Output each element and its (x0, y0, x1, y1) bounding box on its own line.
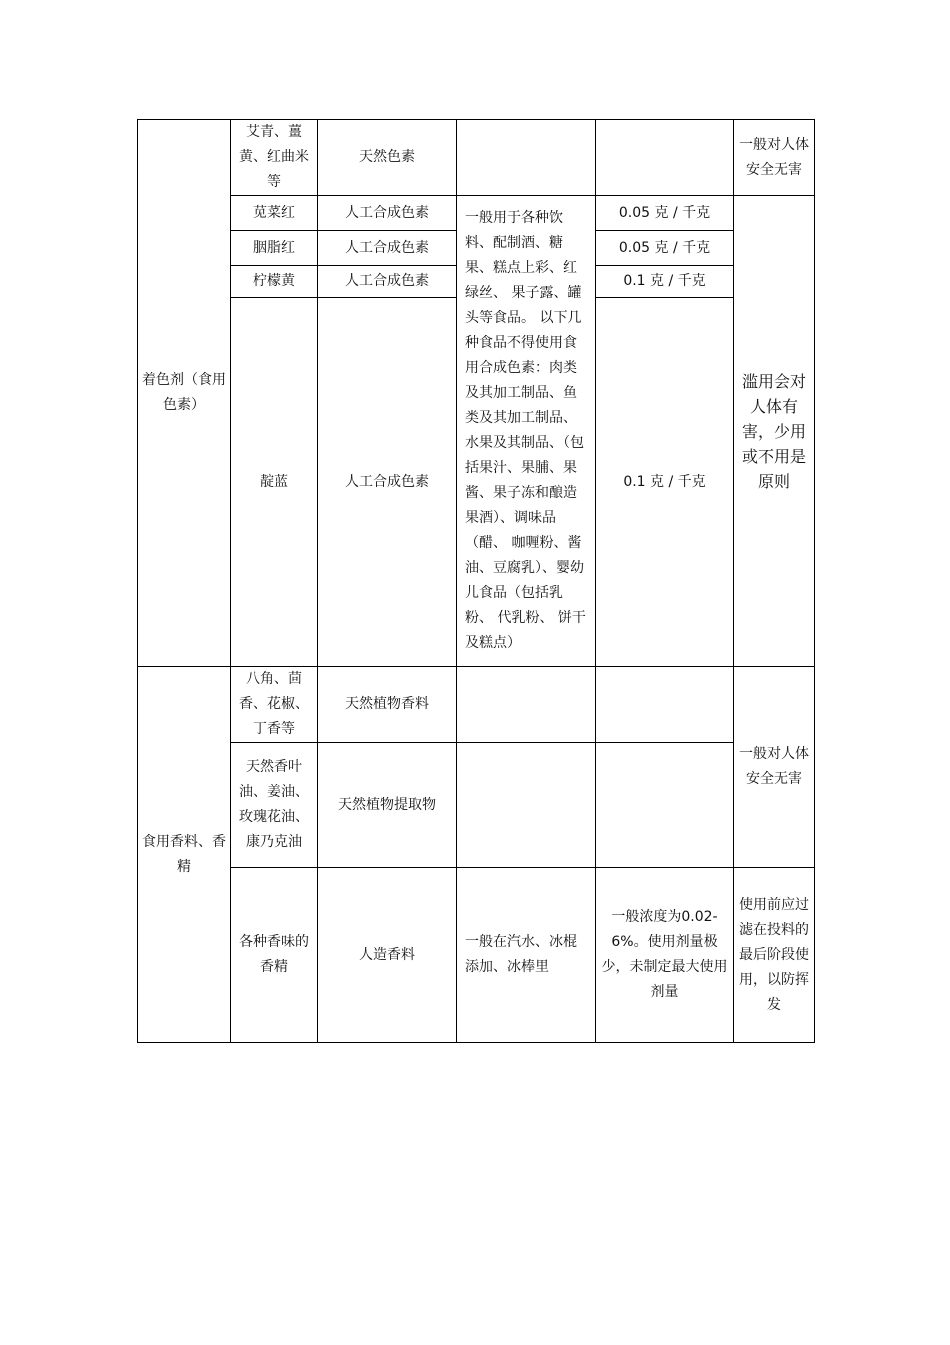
safety-note-cell (734, 196, 815, 667)
usage-cell (457, 667, 596, 743)
limit-cell: 0.1 克 / 千克 (596, 298, 734, 667)
food-additives-table (137, 119, 815, 1043)
usage-cell (457, 120, 596, 196)
safety-note-cell (734, 667, 815, 868)
additive-name-cell: 艾青、薑黄、红曲米等 (231, 120, 318, 196)
table-row (138, 743, 815, 868)
additive-type-cell: 天然植物提取物 (318, 743, 457, 868)
limit-cell (596, 667, 734, 743)
additive-type-cell: 天然植物香料 (318, 667, 457, 743)
limit-cell: 0.1 克 / 千克 (596, 266, 734, 298)
category-cell (138, 120, 231, 667)
table-row (138, 868, 815, 1043)
additive-name-cell: 八角、茴香、花椒、丁香等 (231, 667, 318, 743)
additive-name-cell: 天然香叶油、姜油、玫瑰花油、康乃克油 (231, 743, 318, 868)
table-row (138, 667, 815, 743)
synthetic-warning: 滥用会对人体有害，少用或不用是原则 (741, 371, 806, 491)
usage-text: 一般用于各种饮料、配制酒、糖果、糕点上彩、红绿丝、 果子露、罐头等食品。 以下几种食品不得使用食用合成色素：肉类及其加工制品、鱼类及其加工制品、水果及其制品、（包括果汁、果脯、果酱、果子冻和酿造果酒）、调味品（醋、 咖喱粉、酱油、豆腐乳）、婴幼儿食品（包括乳粉、 代乳粉、 饼干及糕点） (465, 210, 586, 651)
additive-name-cell: 胭脂红 (231, 231, 318, 266)
additive-type-cell: 人工合成色素 (318, 298, 457, 667)
additive-type-cell: 天然色素 (318, 120, 457, 196)
usage-cell (457, 743, 596, 868)
additive-type-cell: 人工合成色素 (318, 266, 457, 298)
limit-cell: 一般浓度为0.02-6%。使用剂量极少，未制定最大使用剂量 (596, 868, 734, 1043)
additive-name-cell: 各种香味的香精 (231, 868, 318, 1043)
additive-type-cell: 人工合成色素 (318, 231, 457, 266)
category-label: 着色剂（食用色素） (142, 372, 226, 413)
additive-name-cell: 靛蓝 (231, 298, 318, 667)
additive-name-cell: 苋菜红 (231, 196, 318, 231)
table-row (138, 196, 815, 231)
limit-cell: 0.05 克 / 千克 (596, 231, 734, 266)
safety-note-cell: 使用前应过滤在投料的最后阶段使用，以防挥发 (734, 868, 815, 1043)
category-cell (138, 667, 231, 1043)
natural-safety-note: 一般对人体安全无害 (739, 746, 809, 787)
additive-type-cell: 人造香料 (318, 868, 457, 1043)
additive-name-cell: 柠檬黄 (231, 266, 318, 298)
table-row (138, 120, 815, 196)
category-label: 食用香料、香精 (142, 833, 226, 875)
usage-cell (457, 196, 596, 667)
limit-cell: 0.05 克 / 千克 (596, 196, 734, 231)
safety-note-cell: 一般对人体安全无害 (734, 120, 815, 196)
additive-type-cell: 人工合成色素 (318, 196, 457, 231)
limit-cell (596, 743, 734, 868)
usage-cell: 一般在汽水、冰棍添加、冰棒里 (457, 868, 596, 1043)
limit-cell (596, 120, 734, 196)
